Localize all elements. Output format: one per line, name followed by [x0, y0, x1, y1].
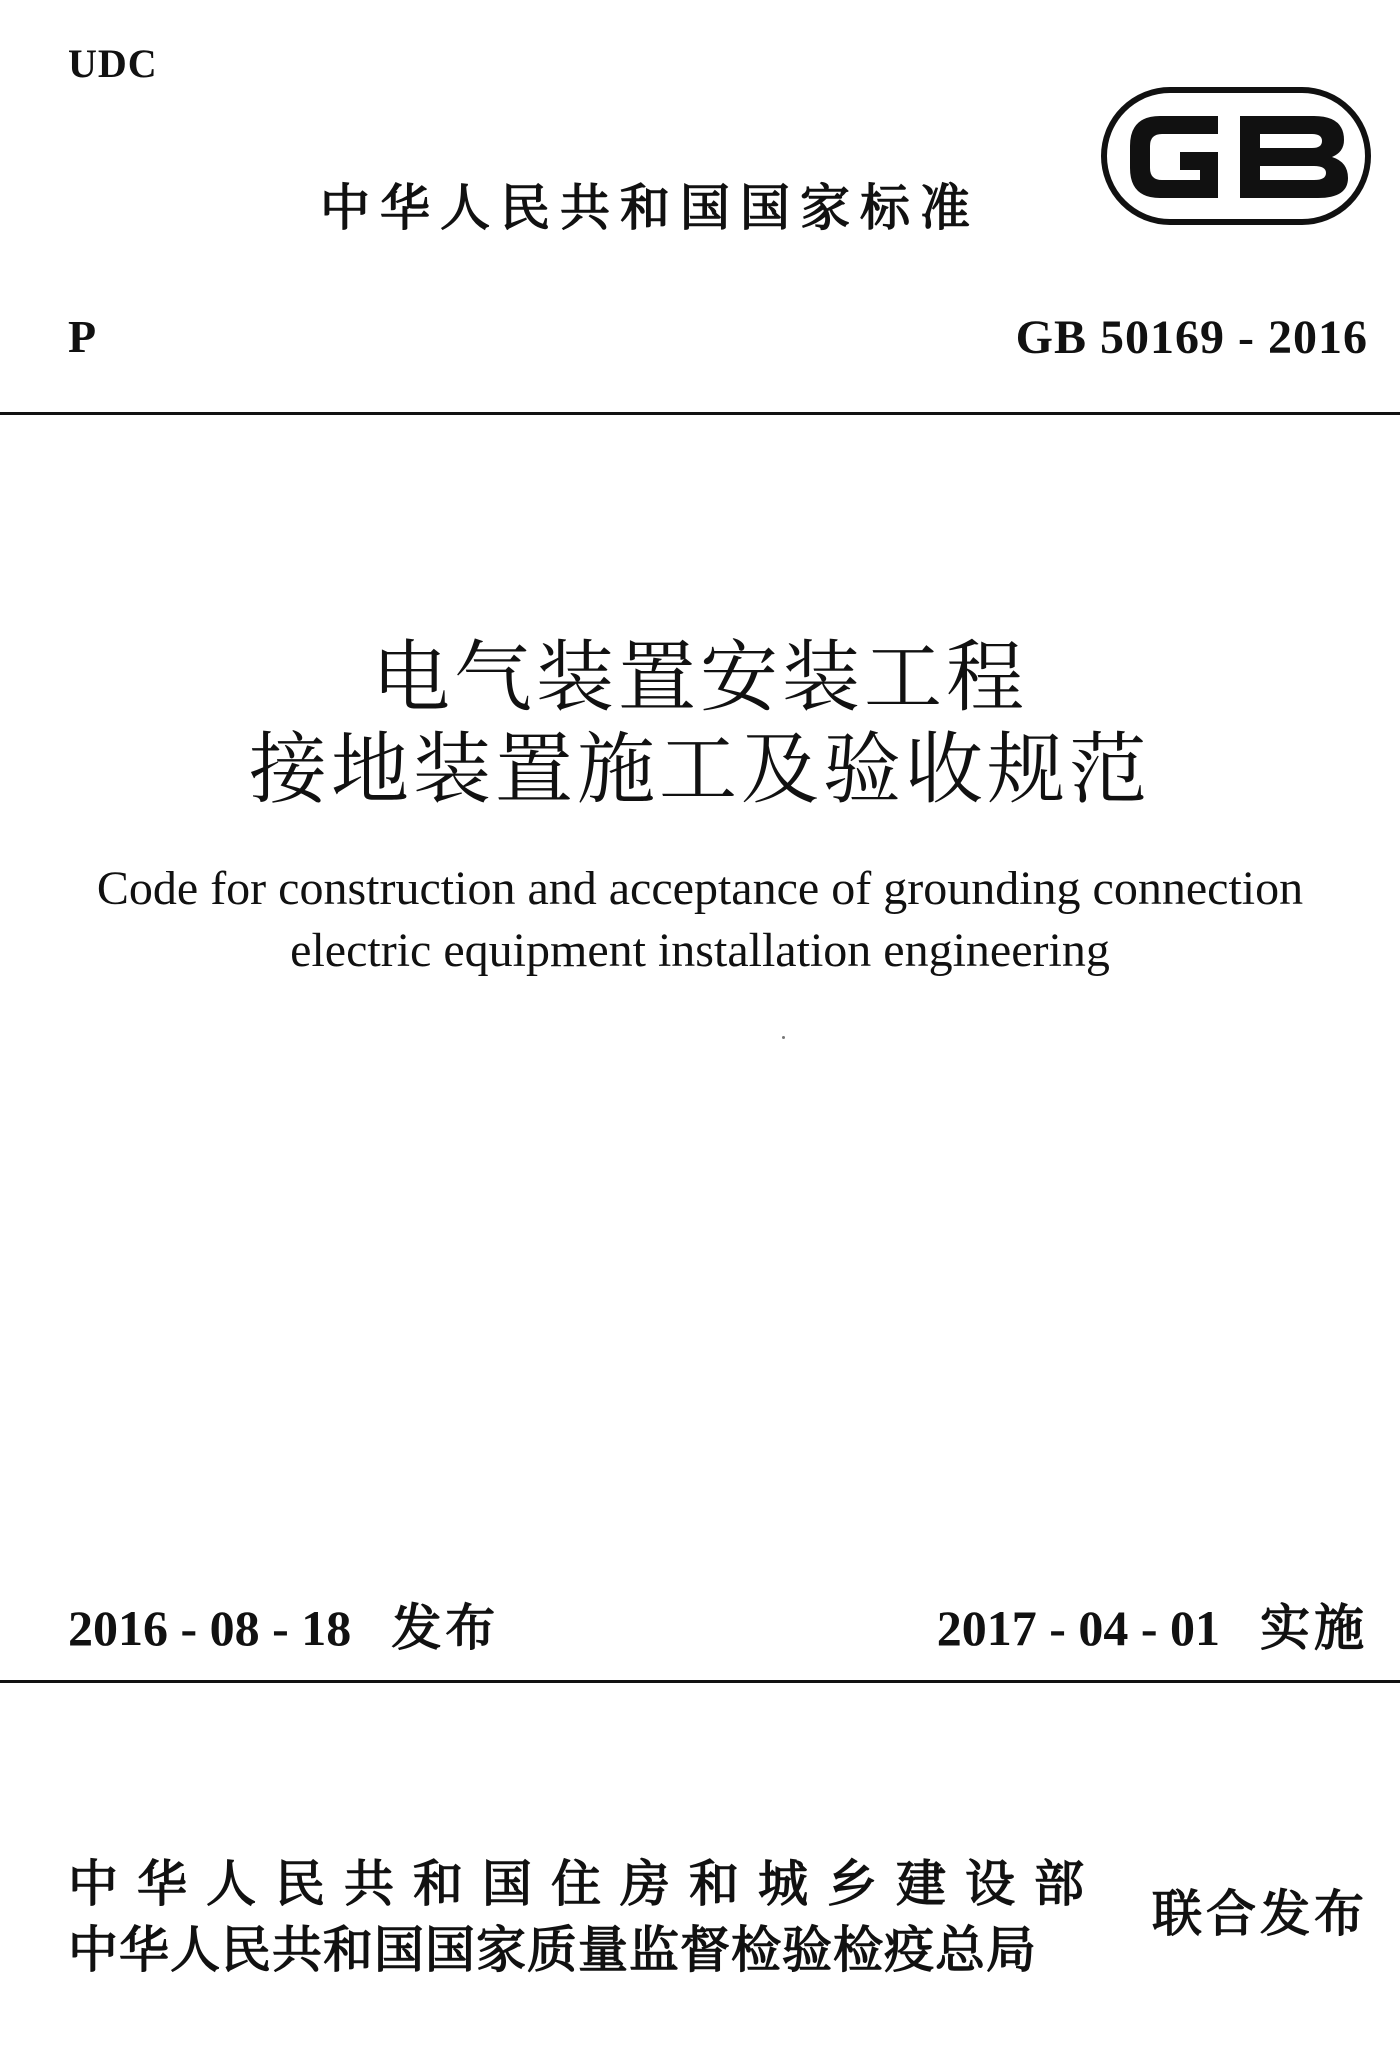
- title-cn-line2: 接地装置施工及验收规范: [248, 726, 1151, 813]
- issue-date: 2016 - 08 - 18: [68, 1600, 352, 1656]
- title-en-line1: Code for construction and acceptance of grounding connection: [96, 862, 1304, 915]
- top-divider: [0, 412, 1400, 415]
- issue-date-block: [68, 1588, 499, 1660]
- gb-logo: [1100, 86, 1372, 226]
- joint-issue-label: 联合发布: [1152, 1885, 1368, 1943]
- issuer-quality-administration: 中华人民共和国国家质量监督检验检疫总局: [68, 1921, 1037, 1979]
- implement-date: 2017 - 04 - 01: [936, 1600, 1220, 1656]
- issuer-ministry-housing: 中华人民共和国住房和城乡建设部: [68, 1855, 1103, 1913]
- implement-label: 实施: [1260, 1599, 1368, 1657]
- implement-date-block: [937, 1588, 1368, 1660]
- title-cn-line1: 电气装置安装工程: [371, 634, 1028, 721]
- standard-number: GB 50169 - 2016: [1015, 311, 1368, 364]
- issue-label: 发布: [391, 1599, 500, 1657]
- udc-label: UDC: [68, 41, 158, 86]
- national-standard-heading: 中华人民共和国国家标准: [320, 179, 980, 237]
- classification-code: P: [68, 311, 97, 362]
- bottom-divider: [0, 1680, 1400, 1683]
- scan-speck: [782, 1036, 785, 1039]
- title-en-line2: electric equipment installation engineering: [290, 924, 1110, 977]
